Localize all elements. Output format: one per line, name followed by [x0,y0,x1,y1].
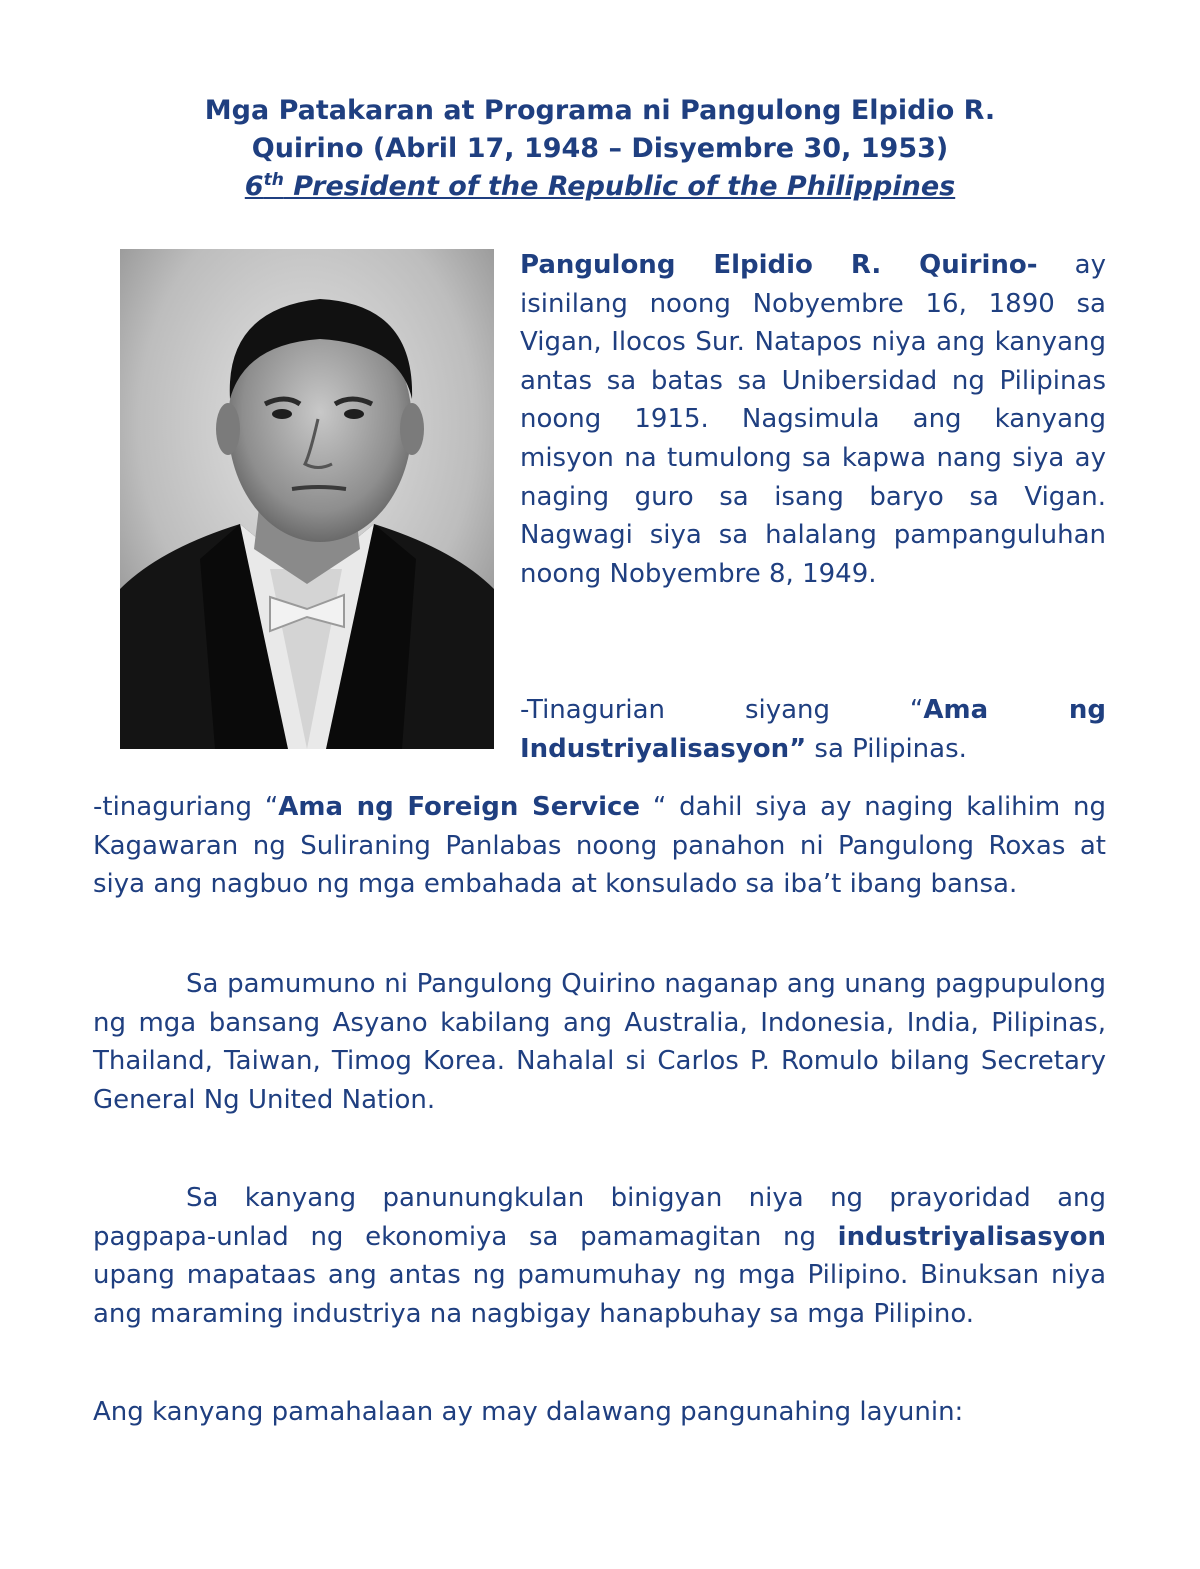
president-name: Pangulong Elpidio R. Quirino- [520,250,1038,280]
foreign-post: “ dahil siya ay naging kalihim ng Kagawaran ng Suliraning Panlabas noong panahon ni Pangulong Roxas at siya ang nagbuo ng mga embahada at konsulado sa iba’t ibang bansa. [93,792,1106,900]
economy-bold: industriyalisasyon [837,1221,1106,1252]
intro-body: ay isinilang noong Nobyembre 16, 1890 sa Vigan, Ilocos Sur. Natapos niya ang kanyang antas sa batas sa Unibersidad ng Pilipinas noong 1915. Nagsimula ang kanyang misyon na tumulong sa kapwa nang siya ay naging guro sa isang baryo sa Vigan. Nagwagi siya sa halalang pampanguluhan noong Nobyembre 8, 1949. [520,250,1106,589]
title-post: sa Pilipinas. [806,733,967,764]
title-pre: -Tinagurian siyang “ [520,695,924,725]
industrialization-title-paragraph [520,691,1106,768]
title-line-2: Quirino (Abril 17, 1948 – Disyembre 30, 1953) [251,133,949,164]
intro-paragraph [520,246,1106,593]
subtitle-text: President of the Republic of the Philippines [283,171,956,202]
economy-paragraph [93,1179,1106,1333]
economy-post: upang mapataas ang antas ng pamumuhay ng mga Pilipino. Binuksan niya ang maraming industriya na nagbigay hanapbuhay sa mga Pilipino. [93,1260,1106,1329]
title-bold: Ama ng Industriyalisasyon” [520,695,1106,764]
title-subtitle [0,168,1200,206]
document-title [0,92,1200,206]
foreign-pre: -tinaguriang “ [93,792,279,822]
subtitle-number: 6 [244,171,264,202]
subtitle-ordinal: th [263,170,284,190]
foreign-bold: Ama ng Foreign Service [278,792,641,822]
economy-pre: Sa kanyang panunungkulan binigyan niya ng prayoridad ang pagpapa-unlad ng ekonomiya sa pamamagitan ng [93,1183,1106,1252]
president-portrait-photo [120,249,494,749]
title-line-1: Mga Patakaran at Programa ni Pangulong Elpidio R. [204,95,996,126]
foreign-service-paragraph [93,788,1106,904]
goals-paragraph: Ang kanyang pamahalaan ay may dalawang pangunahing layunin: [93,1397,964,1427]
asian-conference-paragraph: Sa pamumuno ni Pangulong Quirino naganap ang unang pagpupulong ng mga bansang Asyano kabilang ang Australia, Indonesia, India, Pilipinas, Thailand, Taiwan, Timog Korea. Nahalal si Carlos P. Romulo bilang Secretary General Ng United Nation. [93,969,1106,1115]
